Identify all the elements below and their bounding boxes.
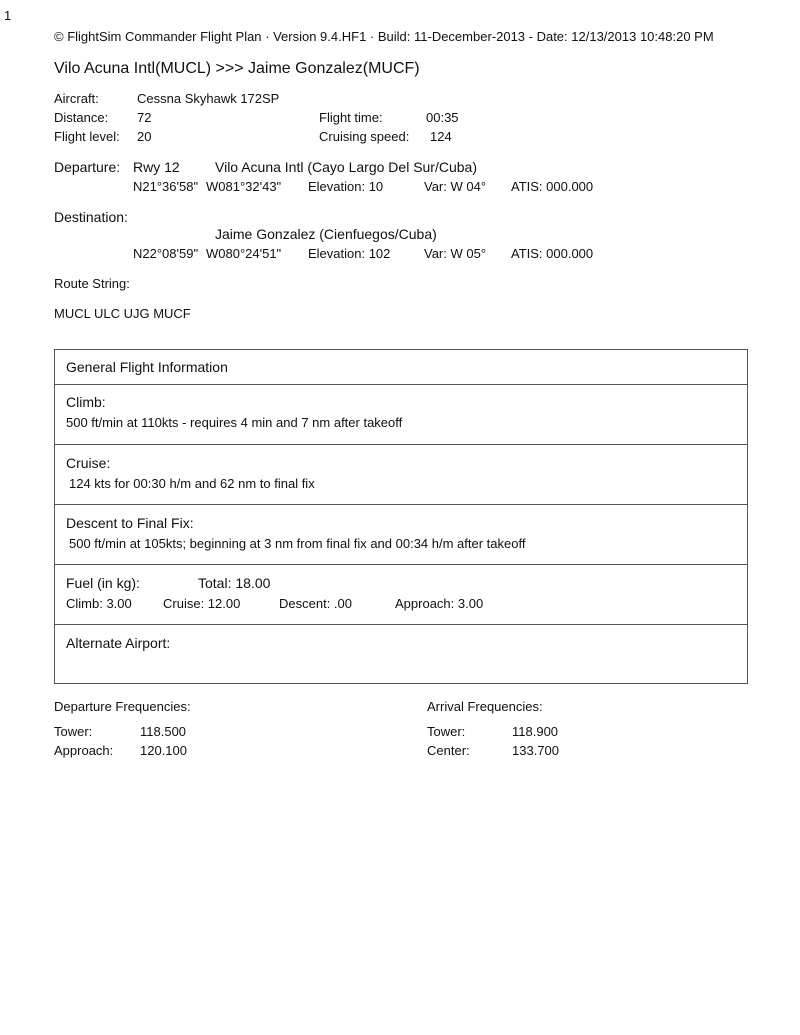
distance-label: Distance: bbox=[54, 110, 109, 125]
cruise-label: Cruise: bbox=[66, 455, 111, 471]
alternate-section bbox=[55, 625, 747, 683]
general-heading: General Flight Information bbox=[66, 359, 228, 375]
flight-time-value: 00:35 bbox=[426, 110, 459, 125]
departure-elevation: Elevation: 10 bbox=[308, 179, 384, 194]
departure-airport-name: Vilo Acuna Intl (Cayo Largo Del Sur/Cuba) bbox=[215, 159, 477, 175]
departure-frequencies-heading: Departure Frequencies: bbox=[54, 699, 191, 714]
cruising-speed-label: Cruising speed: bbox=[319, 129, 410, 144]
route-label: Route String: bbox=[54, 276, 130, 291]
aircraft-label: Aircraft: bbox=[54, 91, 99, 106]
departure-longitude: W081°32'43" bbox=[206, 179, 282, 194]
flight-level-label: Flight level: bbox=[54, 129, 120, 144]
fuel-total: Total: 18.00 bbox=[198, 575, 271, 591]
departure-label: Departure: bbox=[54, 159, 121, 175]
departure-runway: Rwy 12 bbox=[133, 159, 180, 175]
departure-atis: ATIS: 000.000 bbox=[511, 179, 594, 194]
general-heading-section bbox=[55, 350, 747, 385]
dep-tower-label: Tower: bbox=[54, 724, 93, 739]
climb-text: 500 ft/min at 110kts - requires 4 min and 7 nm after takeoff bbox=[66, 415, 403, 430]
descent-label: Descent to Final Fix: bbox=[66, 515, 194, 531]
fuel-approach: Approach: 3.00 bbox=[395, 596, 484, 611]
arr-center-label: Center: bbox=[427, 743, 470, 758]
dep-tower-value: 118.500 bbox=[140, 724, 187, 739]
climb-section bbox=[55, 385, 747, 445]
descent-text: 500 ft/min at 105kts; beginning at 3 nm from final fix and 00:34 h/m after takeoff bbox=[69, 536, 526, 551]
arr-center-value: 133.700 bbox=[512, 743, 559, 758]
general-flight-info-box bbox=[54, 349, 748, 684]
destination-label: Destination: bbox=[54, 209, 128, 225]
flight-time-label: Flight time: bbox=[319, 110, 383, 125]
dep-approach-label: Approach: bbox=[54, 743, 114, 758]
arr-tower-label: Tower: bbox=[427, 724, 466, 739]
arr-tower-value: 118.900 bbox=[512, 724, 559, 739]
fuel-climb: Climb: 3.00 bbox=[66, 596, 132, 611]
aircraft-value: Cessna Skyhawk 172SP bbox=[137, 91, 280, 106]
cruising-speed-value: 124 bbox=[430, 129, 452, 144]
destination-variation: Var: W 05° bbox=[424, 246, 487, 261]
fuel-section bbox=[55, 565, 747, 625]
dep-approach-value: 120.100 bbox=[140, 743, 187, 758]
distance-value: 72 bbox=[137, 110, 152, 125]
destination-latitude: N22°08'59" bbox=[133, 246, 199, 261]
fuel-descent: Descent: .00 bbox=[279, 596, 352, 611]
fuel-label: Fuel (in kg): bbox=[66, 575, 140, 591]
destination-longitude: W080°24'51" bbox=[206, 246, 282, 261]
header-line: © FlightSim Commander Flight Plan · Version 9.4.HF1 · Build: 11-December-2013 - Date: 12/13/2013 10:48:20 PM bbox=[54, 29, 714, 44]
departure-variation: Var: W 04° bbox=[424, 179, 487, 194]
page-title: Vilo Acuna Intl(MUCL) >>> Jaime Gonzalez(MUCF) bbox=[54, 60, 420, 77]
flight-level-value: 20 bbox=[137, 129, 152, 144]
alternate-label: Alternate Airport: bbox=[66, 635, 171, 651]
destination-atis: ATIS: 000.000 bbox=[511, 246, 594, 261]
arrival-frequencies-heading: Arrival Frequencies: bbox=[427, 699, 543, 714]
destination-airport-name: Jaime Gonzalez (Cienfuegos/Cuba) bbox=[215, 226, 437, 242]
fuel-cruise: Cruise: 12.00 bbox=[163, 596, 241, 611]
cruise-section bbox=[55, 445, 747, 505]
route-value: MUCL ULC UJG MUCF bbox=[54, 306, 191, 321]
departure-latitude: N21°36'58" bbox=[133, 179, 199, 194]
destination-elevation: Elevation: 102 bbox=[308, 246, 391, 261]
climb-label: Climb: bbox=[66, 394, 106, 410]
page-number: 1 bbox=[4, 8, 12, 23]
cruise-text: 124 kts for 00:30 h/m and 62 nm to final fix bbox=[69, 476, 315, 491]
descent-section bbox=[55, 505, 747, 565]
